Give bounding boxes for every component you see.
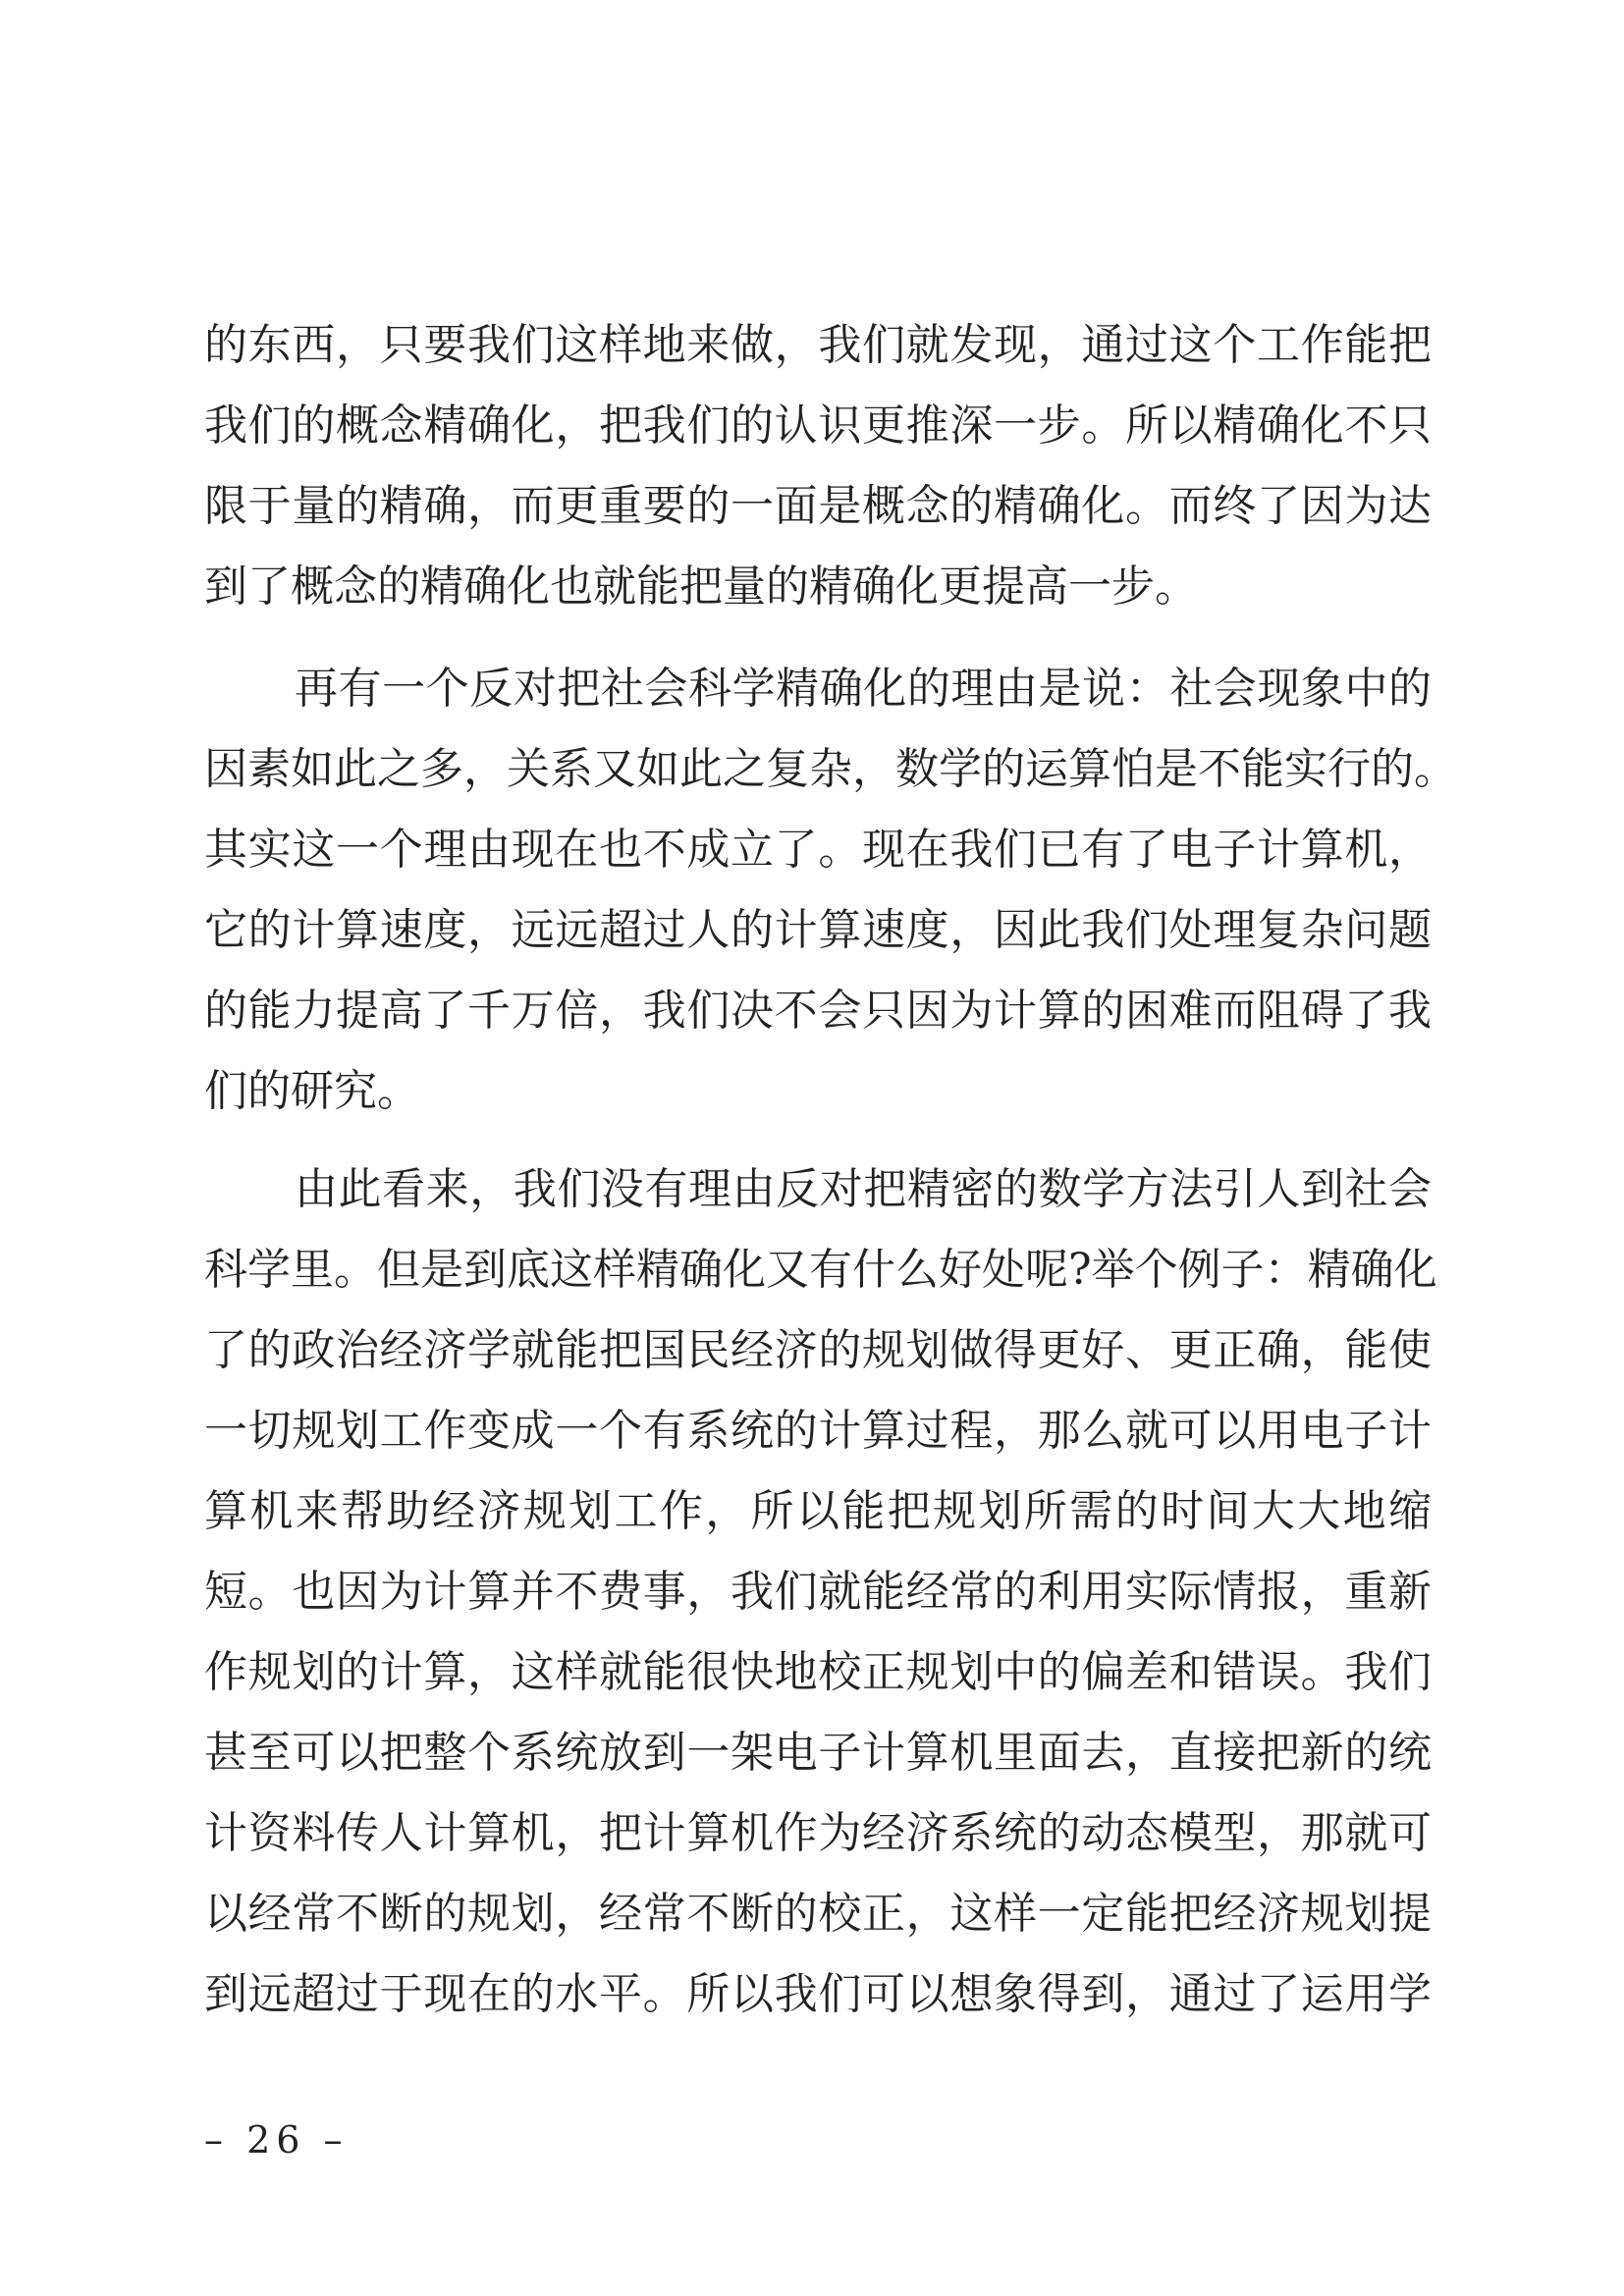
text-line-5: 再有一个反对把社会科学精确化的理由是说：社会现象中的 [295, 664, 1432, 714]
text-line-21: 到远超过于现在的水平。所以我们可以想象得到，通过了运用学 [204, 1969, 1432, 2019]
text-line-11: 由此看来，我们没有理由反对把精密的数学方法引人到社会 [295, 1164, 1432, 1214]
text-line-15: 算机来帮助经济规划工作，所以能把规划所需的时间大大地缩 [204, 1486, 1432, 1536]
text-line-6: 因素如此之多，关系又如此之复杂，数学的运算怕是不能实行的。 [204, 744, 1457, 794]
text-line-20: 以经常不断的规划，经常不断的校正，这样一定能把经济规划提 [204, 1889, 1432, 1939]
text-line-12: 科学里。但是到底这样精确化又有什么好处呢?举个例子：精确化 [204, 1245, 1437, 1295]
text-line-18: 甚至可以把整个系统放到一架电子计算机里面去，直接把新的统 [204, 1728, 1432, 1778]
text-line-19: 计资料传人计算机，把计算机作为经济系统的动态模型，那就可 [204, 1808, 1432, 1858]
text-line-10: 们的研究。 [204, 1066, 420, 1116]
text-line-1: 的东西，只要我们这样地来做，我们就发现，通过这个工作能把 [204, 320, 1432, 370]
text-line-4: 到了概念的精确化也就能把量的精确化更提高一步。 [204, 561, 1198, 612]
page-number: – 26 – [204, 2118, 349, 2162]
text-line-8: 它的计算速度，远远超过人的计算速度，因此我们处理复杂问题 [204, 905, 1432, 955]
text-line-17: 作规划的计算，这样就能很快地校正规划中的偏差和错误。我们 [204, 1647, 1432, 1697]
text-line-14: 一切规划工作变成一个有系统的计算过程，那么就可以用电子计 [204, 1406, 1432, 1456]
text-line-13: 了的政治经济学就能把国民经济的规划做得更好、更正确，能使 [204, 1325, 1432, 1375]
text-line-9: 的能力提高了千万倍，我们决不会只因为计算的困难而阻碍了我 [204, 986, 1432, 1036]
text-line-3: 限于量的精确，而更重要的一面是概念的精确化。而终了因为达 [204, 481, 1432, 531]
text-line-2: 我们的概念精确化，把我们的认识更推深一步。所以精确化不只 [204, 400, 1432, 451]
text-line-7: 其实这一个理由现在也不成立了。现在我们已有了电子计算机， [204, 825, 1432, 875]
text-line-16: 短。也因为计算并不费事，我们就能经常的利用实际情报，重新 [204, 1567, 1432, 1617]
